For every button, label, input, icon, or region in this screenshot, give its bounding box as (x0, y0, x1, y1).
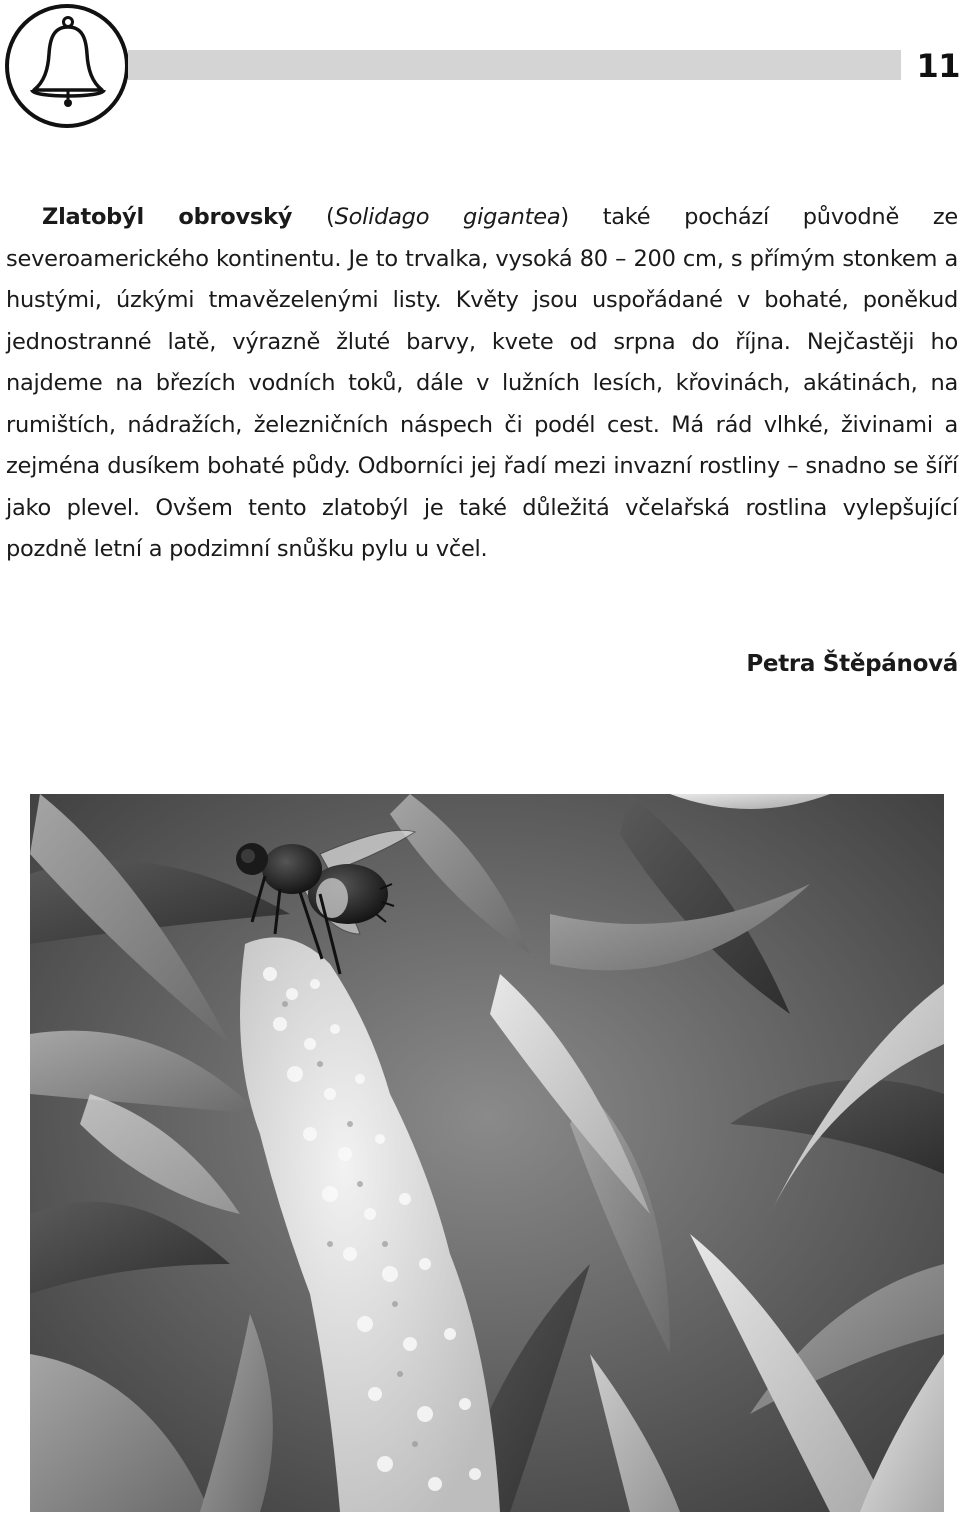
species-name: Zlatobýl obrovský (42, 204, 293, 230)
article-body: ) také pochází původně ze severoamerického kontinentu. Je to trvalka, vysoká 80 – 200 cm, s přímým stonkem a hustými, úzkými tmavězelenými listy. Květy jsou uspořádané v bohaté, poněkud jednostranné latě, výrazně žluté barvy, kvete od srpna do října. Nejčastěji ho najdeme na březích vodních toků, dále v lužních lesích, křovinách, akátinách, na rumištích, nádražích, železničních náspech či podél cest. Má rád vlhké, živinami a zejména dusíkem bohaté půdy. Odborníci jej řadí mezi invazní rostliny – snadno se šíří jako plevel. Ovšem tento zlatobýl je také důležitá včelařská rostlina vylepšující pozdně letní a podzimní snůšku pylu u včel. (6, 204, 958, 562)
page-header (0, 0, 960, 140)
paren-open: ( (292, 204, 335, 230)
author-signature: Petra Štěpánová (746, 651, 958, 677)
bell-icon (4, 2, 132, 130)
header-bar (128, 50, 901, 80)
page-number: 11 (916, 47, 960, 85)
article (6, 197, 958, 571)
article-paragraph (6, 197, 958, 571)
latin-name: Solidago gigantea (334, 204, 561, 230)
fly-on-goldenrod-photo (30, 794, 944, 1512)
